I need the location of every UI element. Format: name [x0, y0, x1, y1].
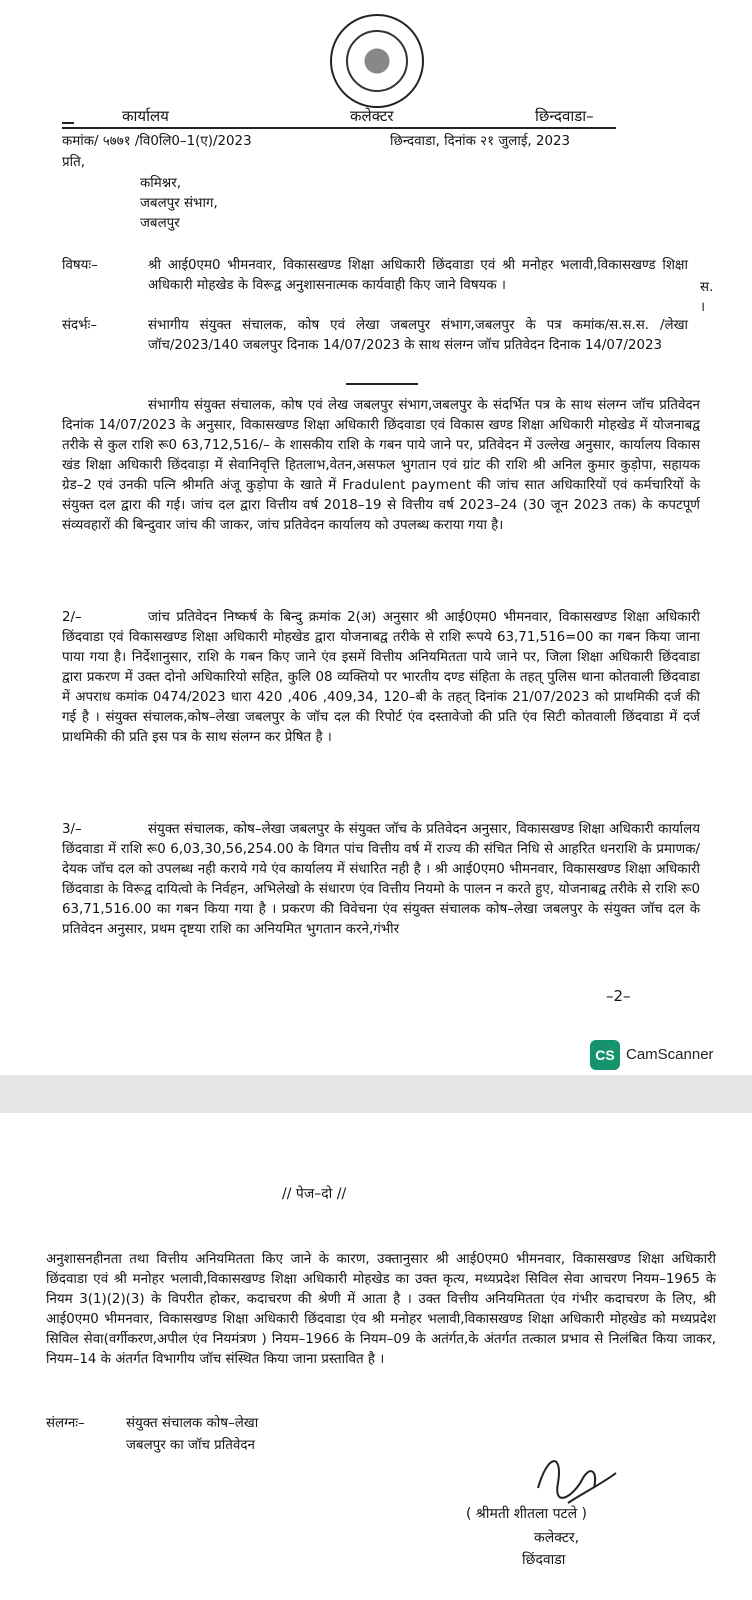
enclosure-line-2: जबलपुर का जॉच प्रतिवेदन [126, 1438, 255, 1453]
camscanner-label: CamScanner [626, 1046, 714, 1063]
signatory-place: छिंदवाडा [522, 1552, 566, 1568]
subject-text: श्री आई0एम0 भीमनवार, विकासखण्ड शिक्षा अधिकारी छिंदवाडा एवं श्री मनोहर भलावी,विकासखण्ड शिक्षा अधिकारी मोहखेड के विरूद्व अनुशासनात्मक कार्यवाही किए जाने विषयक । [148, 258, 688, 293]
page-two-paragraph: अनुशासनहीनता तथा वित्तीय अनियमितता किए जाने के कारण, उक्तानुसार श्री आई0एम0 भीमनवार, विकासखण्ड शिक्षा अधिकारी छिंदवाडा एवं श्री मनोहर भलावी,विकासखण्ड शिक्षा अधिकारी मोहखेड का उक्त कृत्य, मध्यप्रदेश सिविल सेवा आचरण नियम–1965 के नियम 3(1)(2)(3) के विपरीत होकर, कदाचरण की श्रेणी में आता है । उक्त वित्तीय अनियमितता एंव गंभीर कदाचरण के लिए, श्री आई0एम0 भीमनवार, विकासखण्ड शिक्षा अधिकारी छिंदवाडा एंव श्री मनोहर भलावी,विकासखण्ड शिक्षा अधिकारी मोहखेड को मध्यप्रदेश सिविल सेवा(वर्गीकरण,अपील एंव नियमंत्रण ) नियम–1966 के नियम–09 के अतंर्गत,के अंतर्गत तत्काल प्रभाव से निलंबित किया जाकर, नियम–14 के अंतर्गत विभागीय जॉच संस्थित किया जाना प्रस्तावित है । [46, 1252, 716, 1367]
recipient-line-2: जबलपुर संभाग, [140, 196, 218, 211]
header-city-label: छिन्दवाडा– [535, 107, 594, 125]
recipient-line-3: जबलपुर [140, 216, 180, 231]
state-emblem-seal [330, 14, 424, 108]
paragraph-2-number: 2/– [62, 610, 82, 625]
reference-label: संदर्भः– [62, 318, 97, 333]
camscanner-logo: CS [590, 1040, 620, 1070]
reference-text: संभागीय संयुक्त संचालक, कोष एवं लेखा जबलपुर संभाग,जबलपुर के पत्र कमांक/स.स.स. /लेखा जॉच/2023/140 जबलपुर दिनाक 14/07/2023 के साथ संलग्न जॉच प्रतिवेदन दिनाक 14/07/2023 [148, 318, 688, 353]
page-two-heading: // पेज–दो // [282, 1186, 347, 1202]
subject-label: विषयः– [62, 258, 98, 273]
letter-date: छिन्दवाडा, दिनांक २१ जुलाई, 2023 [390, 134, 571, 149]
signatory-name: ( श्रीमती शीतला पटले ) [466, 1506, 587, 1522]
enclosure-line-1: संयुक्त संचालक कोष–लेखा [126, 1416, 259, 1431]
paragraph-2: जांच प्रतिवेदन निष्कर्ष के बिन्दु क्रमांक 2(अ) अनुसार श्री आई0एम0 भीमनवार, विकासखण्ड शिक्षा अधिकारी छिंदवाडा एवं विकासखण्ड शिक्षा अधिकारी मोहखेड द्वारा योजनाबद्व तरीके से राशि रूपये 63,71,516=00 का गबन किया जाना पाया गया है। निर्देशानुसार, राशि के गबन किए जाने एंव इसमें वित्तीय अनियमितता पाये जाने पर, जिला शिक्षा अधिकारी छिंदवाडा द्वारा प्रकरण में उक्त दोनो अधिकारियो सहित, कुलि 08 व्यक्तियो पर भारतीय दण्ड संहिता के तहत् पुलिस थाना कोतवाली छिंदवाडा में अपराध कमांक 0474/2023 धारा 420 ,406 ,409,34, 120–बी के तहत् दिनांक 21/07/2023 को प्राथमिकी दर्ज की गई है । संयुक्त संचालक,कोष–लेखा जबलपुर के जॉच दल की रिपोर्ट एंव दस्तावेजो की प्रति एंव सिटी कोतवाली छिंदवाडा में दर्ज प्राथमिकी की प्रति इस पत्र के साथ संलग्न कर प्रेषित है । [62, 610, 700, 745]
enclosure-label: संलग्नः– [46, 1416, 85, 1431]
header-dash-left [62, 122, 74, 124]
reference-separator [346, 383, 418, 385]
header-collector-label: कलेक्टर [350, 107, 394, 125]
reference-number: कमांक/ ५७७१ /वि0लि0–1(ए)/2023 [62, 134, 252, 149]
recipient-line-1: कमिश्नर, [140, 176, 181, 191]
page-end-mark: –2– [606, 987, 631, 1005]
prati-label: प्रति, [62, 155, 85, 170]
paragraph-3: संयुक्त संचालक, कोष–लेखा जबलपुर के संयुक्त जॉच के प्रतिवेदन अनुसार, विकासखण्ड शिक्षा अधिकारी कार्यालय छिंदवाडा में राशि रू0 6,03,30,56,254.00 के विगत पांच वित्तीय वर्ष में राज्य की संचित निधि से आहरित धनराशि के प्रमाणक/देयक जॉच दल को उपलब्ध नही कराये गये एंव कार्यालय में संधारित नही है । श्री आई0एम0 भीमनवार, विकासखण्ड शिक्षा अधिकारी छिंदवाडा के विरूद्व दायित्वो के निर्वहन, अभिलेखो के संधारण एंव वित्तीय नियमो के पालन न करते हुए, योजनाबद्व तरीके से राशि रू0 63,71,516.00 का गबन किया गया है । प्रकरण की विवेचना एंव संयुक्त संचालक कोष–लेखा जबलपुर के संयुक्त जॉच दल के प्रतिवेदन अनुसार, प्रथम दृष्टया राशि का अनियमित भुगतान करने,गंभीर [62, 822, 700, 937]
header-office-label: कार्यालय [122, 107, 169, 125]
page-break-gap [0, 1075, 752, 1113]
signatory-title: कलेक्टर, [534, 1530, 580, 1546]
header-underline [62, 127, 616, 129]
subject-margin-note: स. । [700, 280, 714, 315]
paragraph-3-number: 3/– [62, 822, 82, 837]
paragraph-1: संभागीय संयुक्त संचालक, कोष एवं लेख जबलपुर संभाग,जबलपुर के संदर्भित पत्र के साथ संलग्न जॉच प्रतिवेदन दिनांक 14/07/2023 के अनुसार, विकासखण्ड शिक्षा अधिकारी छिंदवाडा एवं विकास खण्ड शिक्षा अधिकारी मोहखेड में योजनाबद्व तरीके से कुल राशि रू0 63,712,516/– के शासकीय राशि के गबन पाये जाने पर, प्रतिवेदन में उल्लेख अनुसार, कार्यालय विकास खंड शिक्षा अधिकारी छिंदवाड़ा में सेवानिवृत्ति हितलाभ,वेतन,असफल भुगतान एवं ग्रांट की राशि श्री अनिल कुमार कुड़ोपा, सहायक ग्रेड–2 एवं उनकी पत्नि श्रीमति अंजू कुड़ोपा के खाते में Fradulent payment की जांच सात अधिकारियों एवं कर्मचारियों के संयुक्त दल द्वारा की गई। जांच दल द्वारा वित्तीय वर्ष 2018–19 से वित्तीय वर्ष 2023–24 (30 जून 2023 तक) के कपटपूर्ण संव्यवहारों की बिन्दुवार जांच की जाकर, जांच प्रतिवेदन कार्यालय को उपलब्ध कराया गया है। [62, 398, 700, 533]
